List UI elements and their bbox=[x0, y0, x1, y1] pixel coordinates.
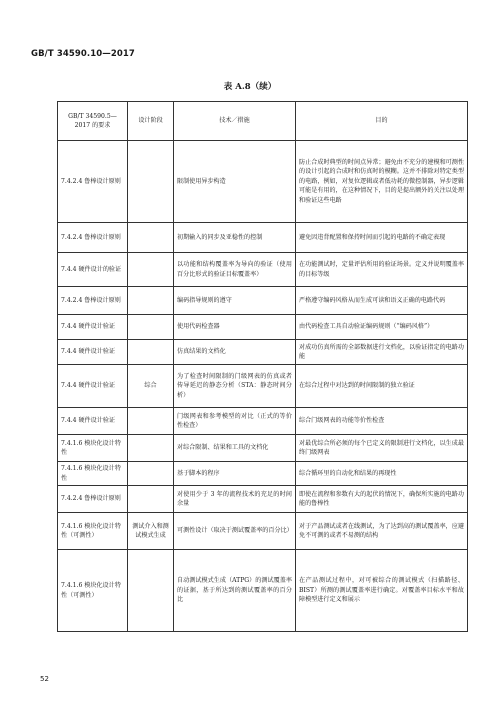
technique-cell: 对使用少于 3 年的流程技术的充足的时间余量 bbox=[174, 486, 296, 513]
table-row bbox=[58, 550, 468, 632]
column-header-design-phase: 设计阶段 bbox=[128, 102, 174, 141]
design-phase-cell bbox=[128, 340, 174, 365]
purpose-cell: 在功能测试时，定量评估所用的验证场景。定义并说明覆盖率的目标等级 bbox=[296, 253, 468, 287]
purpose-cell: 综合门级网表的功能等价性检查 bbox=[296, 408, 468, 435]
purpose-cell: 对成功仿真所需的全部数据进行文档化，以验证指定的电路功能 bbox=[296, 340, 468, 365]
design-phase-cell bbox=[128, 315, 174, 340]
requirement-cell: 7.4.1.6 模块化设计特性 bbox=[58, 462, 128, 486]
purpose-cell: 严格遵守编码风格从而生成可读和语义正确的电路代码 bbox=[296, 287, 468, 315]
technique-cell: 编码指导规则的遵守 bbox=[174, 287, 296, 315]
table-row bbox=[58, 408, 468, 435]
requirement-cell: 7.4.1.6 模块化设计特性 bbox=[58, 435, 128, 462]
design-phase-cell bbox=[128, 408, 174, 435]
technique-cell: 为了检查时间限制的门级网表的仿真或者传导延迟的静态分析（STA：静态时间分析） bbox=[174, 365, 296, 408]
purpose-cell: 即使在流程和参数有大的起伏的情况下，确保所实施的电路功能的鲁棒性 bbox=[296, 486, 468, 513]
design-phase-cell bbox=[128, 287, 174, 315]
design-phase-cell bbox=[128, 550, 174, 632]
table-caption: 表 A.8（续） bbox=[223, 82, 277, 92]
design-phase-cell: 测试介入和测试模式生成 bbox=[128, 513, 174, 550]
table-row bbox=[58, 253, 468, 287]
purpose-cell: 由代码检查工具自动验证编码规则（“编码风格”） bbox=[296, 315, 468, 340]
design-phase-cell bbox=[128, 141, 174, 223]
table-row bbox=[58, 462, 468, 486]
technique-cell: 对综合限制、结果和工具的文档化 bbox=[174, 435, 296, 462]
table-row bbox=[58, 435, 468, 462]
requirement-cell: 7.4.2.4 鲁棒设计原则 bbox=[58, 287, 128, 315]
technique-cell: 可测性设计（取决于测试覆盖率的百分比） bbox=[174, 513, 296, 550]
requirements-table bbox=[57, 101, 468, 632]
table-row bbox=[58, 513, 468, 550]
technique-cell: 基于脚本的程序 bbox=[174, 462, 296, 486]
table-row bbox=[58, 287, 468, 315]
design-phase-cell bbox=[128, 486, 174, 513]
requirement-cell: 7.4.4 硬件设计验证 bbox=[58, 408, 128, 435]
table-row bbox=[58, 486, 468, 513]
purpose-cell: 防止合成时典型的时间点异常；避免由不充分的建模和可测性的设计引起的合成时和仿真时的模糊。这并不排除对特定类型的电路，例如，对复位逻辑或者低功耗的微控制器，异步逻辑可能是有用的，在这种情况下，目的是提出额外的关注以处理和验证这些电路 bbox=[296, 141, 468, 223]
purpose-cell: 综合循环里的自动化和结果的再现性 bbox=[296, 462, 468, 486]
column-header-purpose: 目的 bbox=[296, 102, 468, 141]
requirement-cell: 7.4.2.4 鲁棒设计原则 bbox=[58, 141, 128, 223]
technique-cell: 仿真结果的文档化 bbox=[174, 340, 296, 365]
requirement-cell: 7.4.1.6 模块化设计特性（可测性） bbox=[58, 550, 128, 632]
technique-cell: 使用代码检查器 bbox=[174, 315, 296, 340]
column-header-technique: 技术／措施 bbox=[174, 102, 296, 141]
table-row bbox=[58, 223, 468, 253]
table-row bbox=[58, 141, 468, 223]
requirement-cell: 7.4.2.4 鲁棒设计原则 bbox=[58, 223, 128, 253]
requirement-cell: 7.4.1.6 模块化设计特性（可测性） bbox=[58, 513, 128, 550]
requirement-cell: 7.4.4 硬件设计验证 bbox=[58, 340, 128, 365]
table-row bbox=[58, 340, 468, 365]
technique-cell: 自动测试模式生成（ATPG）的测试覆盖率的证据，基于所达到的测试覆盖率的百分比 bbox=[174, 550, 296, 632]
purpose-cell: 对于产品测试或者在线测试，为了达到高的测试覆盖率，应避免不可测的或者不易测的结构 bbox=[296, 513, 468, 550]
design-phase-cell bbox=[128, 223, 174, 253]
table-row bbox=[58, 365, 468, 408]
purpose-cell: 在综合过程中对达到的时间限制的独立验证 bbox=[296, 365, 468, 408]
design-phase-cell: 综合 bbox=[128, 365, 174, 408]
technique-cell: 门级网表和参考模型的对比（正式的等价性检查） bbox=[174, 408, 296, 435]
design-phase-cell bbox=[128, 435, 174, 462]
technique-cell: 限制使用异步构造 bbox=[174, 141, 296, 223]
requirement-cell: 7.4.4 硬件设计的验证 bbox=[58, 253, 128, 287]
purpose-cell: 对最优综合所必须的每个已定义的限制进行文档化，以生成最终门级网表 bbox=[296, 435, 468, 462]
table-row bbox=[58, 315, 468, 340]
technique-cell: 初期输入的同步及亚稳性的控制 bbox=[174, 223, 296, 253]
design-phase-cell bbox=[128, 253, 174, 287]
design-phase-cell bbox=[128, 462, 174, 486]
requirement-cell: 7.4.4 硬件设计验证 bbox=[58, 315, 128, 340]
column-header-requirement: GB/T 34590.5—2017 的要求 bbox=[58, 102, 128, 141]
technique-cell: 以功能和结构覆盖率为导向的验证（使用百分比形式的验证目标覆盖率） bbox=[174, 253, 296, 287]
document-number: GB/T 34590.10—2017 bbox=[31, 49, 135, 59]
purpose-cell: 避免因违背配置和保持时间而引起的电路的不确定表现 bbox=[296, 223, 468, 253]
table-header-row bbox=[58, 102, 468, 141]
page-number: 52 bbox=[40, 675, 49, 683]
purpose-cell: 在产品测试过程中，对可被综合的测试模式（扫描路径、BIST）所测的测试覆盖率进行确定。对覆盖率目标水平和故障模型进行定义和展示 bbox=[296, 550, 468, 632]
requirement-cell: 7.4.4 硬件设计验证 bbox=[58, 365, 128, 408]
requirement-cell: 7.4.2.4 鲁棒设计原则 bbox=[58, 486, 128, 513]
